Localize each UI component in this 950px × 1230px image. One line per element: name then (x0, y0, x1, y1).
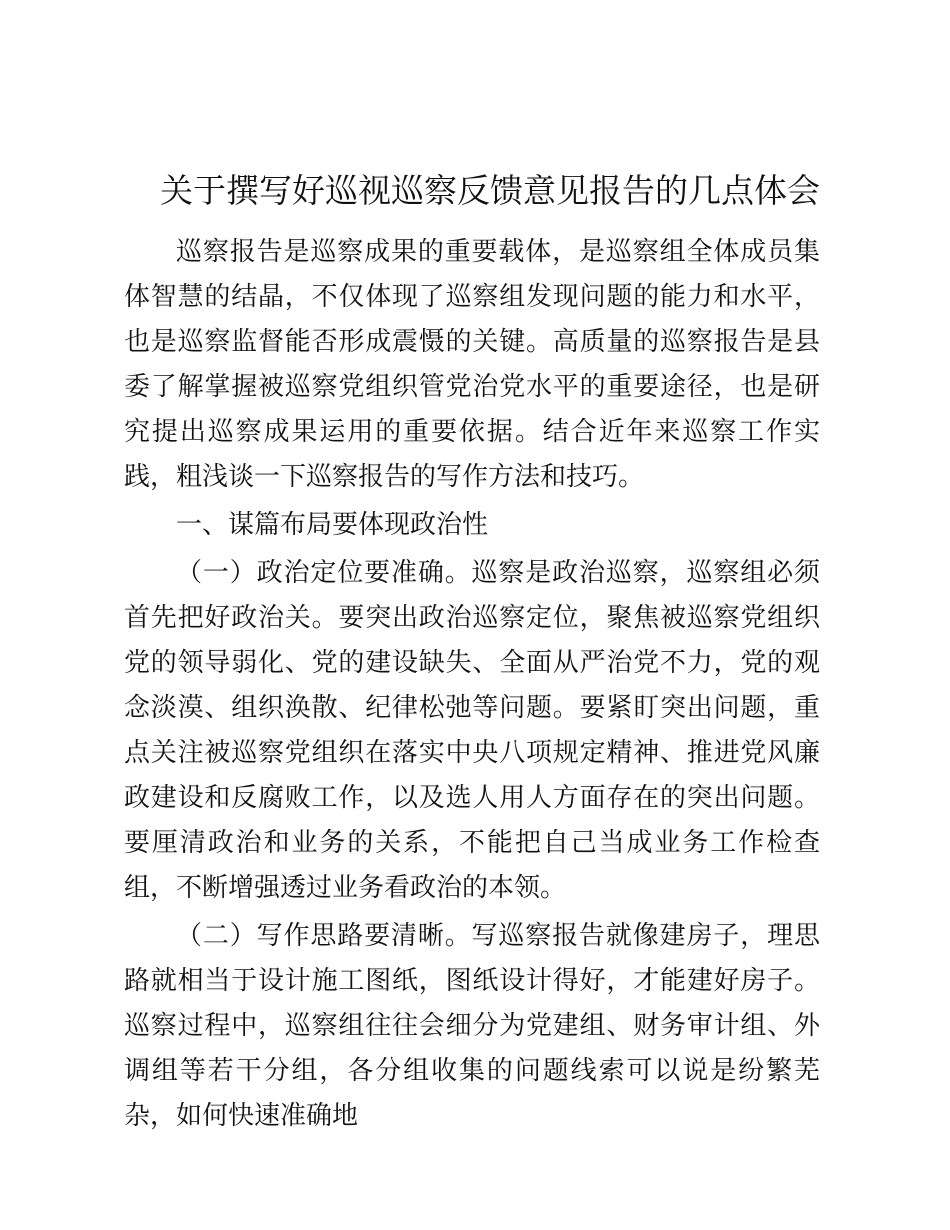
paragraph-intro: 巡察报告是巡察成果的重要载体，是巡察组全体成员集体智慧的结晶，不仅体现了巡察组发现问题的能力和水平，也是巡察监督能否形成震慑的关键。高质量的巡察报告是县委了解掌握被巡察党组织管党治党水平的重要途径，也是研究提出巡察成果运用的重要依据。结合近年来巡察工作实践，粗浅谈一下巡察报告的写作方法和技巧。 (124, 237, 820, 492)
paragraph-political-positioning: （一）政治定位要准确。巡察是政治巡察，巡察组必须首先把好政治关。要突出政治巡察定位，聚焦被巡察党组织党的领导弱化、党的建设缺失、全面从严治党不力，党的观念淡漠、组织涣散、纪律松弛等问题。要紧盯突出问题，重点关注被巡察党组织在落实中央八项规定精神、推进党风廉政建设和反腐败工作，以及选人用人方面存在的突出问题。要厘清政治和业务的关系，不能把自己当成业务工作检查组，不断增强透过业务看政治的本领。 (124, 558, 820, 903)
document-body (124, 230, 820, 1142)
document-title: 关于撰写好巡视巡察反馈意见报告的几点体会 (160, 171, 820, 210)
section-heading: 一、谋篇布局要体现政治性 (176, 510, 489, 540)
paragraph-writing-approach: （二）写作思路要清晰。写巡察报告就像建房子，理思路就相当于设计施工图纸，图纸设计得好，才能建好房子。巡察过程中，巡察组往往会细分为党建组、财务审计组、外调组等若干分组，各分组收集的问题线索可以说是纷繁芜杂，如何快速准确地 (124, 921, 820, 1131)
